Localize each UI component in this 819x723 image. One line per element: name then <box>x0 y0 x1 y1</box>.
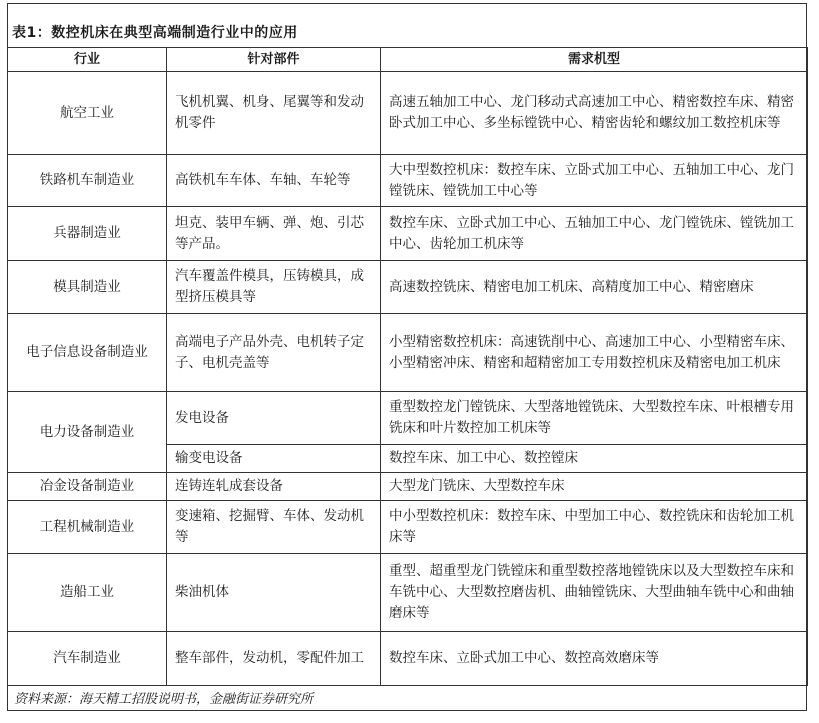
machines-cell: 重型、超重型龙门铣镗床和重型数控落地镗铣床以及大型数控车床和车铣中心、大型数控磨齿机、曲轴镗铣床、大型曲轴车铣中心和曲轴磨床等 <box>381 554 808 632</box>
application-table <box>7 47 808 686</box>
table-row <box>8 72 808 155</box>
header-row <box>8 48 808 72</box>
header-machines: 需求机型 <box>381 48 808 72</box>
header-component: 针对部件 <box>167 48 381 72</box>
component-cell: 变速箱、挖掘臂、车体、发动机等 <box>167 501 381 554</box>
source-note: 资料来源：海天精工招股说明书，金融街证券研究所 <box>14 692 314 707</box>
table-row <box>8 554 808 632</box>
table-row <box>8 632 808 686</box>
machines-cell: 数控车床、立卧式加工中心、五轴加工中心、龙门镗铣床、镗铣加工中心、齿轮加工机床等 <box>381 207 808 261</box>
machines-cell: 中小型数控机床：数控车床、中型加工中心、数控铣床和齿轮加工机床等 <box>381 501 808 554</box>
table-row <box>8 155 808 207</box>
industry-cell: 模具制造业 <box>8 261 167 314</box>
component-cell: 发电设备 <box>167 392 381 445</box>
table-row <box>8 473 808 501</box>
header-industry: 行业 <box>8 48 167 72</box>
component-cell: 输变电设备 <box>167 445 381 473</box>
table-title: 表1：数控机床在典型高端制造行业中的应用 <box>12 25 298 41</box>
component-cell: 整车部件，发动机，零配件加工 <box>167 632 381 686</box>
machines-cell: 高速五轴加工中心、龙门移动式高速加工中心、精密数控车床、精密卧式加工中心、多坐标镗铣中心、精密齿轮和螺纹加工数控机床等 <box>381 72 808 155</box>
machines-cell: 大中型数控机床：数控车床、立卧式加工中心、五轴加工中心、龙门镗铣床、镗铣加工中心等 <box>381 155 808 207</box>
table-row <box>8 392 808 445</box>
component-cell: 坦克、装甲车辆、弹、炮、引芯等产品。 <box>167 207 381 261</box>
machines-cell: 重型数控龙门镗铣床、大型落地镗铣床、大型数控车床、叶根槽专用铣床和叶片数控加工机床等 <box>381 392 808 445</box>
table-row <box>8 501 808 554</box>
component-cell: 高端电子产品外壳、电机转子定子、电机壳盖等 <box>167 314 381 392</box>
industry-cell: 汽车制造业 <box>8 632 167 686</box>
machines-cell: 小型精密数控机床：高速铣削中心、高速加工中心、小型精密车床、小型精密冲床、精密和超精密加工专用数控机床及精密电加工机床 <box>381 314 808 392</box>
machines-cell: 数控车床、立卧式加工中心、数控高效磨床等 <box>381 632 808 686</box>
machines-cell: 高速数控铣床、精密电加工机床、高精度加工中心、精密磨床 <box>381 261 808 314</box>
industry-cell: 电子信息设备制造业 <box>8 314 167 392</box>
industry-cell: 航空工业 <box>8 72 167 155</box>
industry-cell: 铁路机车制造业 <box>8 155 167 207</box>
component-cell: 飞机机翼、机身、尾翼等和发动机零件 <box>167 72 381 155</box>
machines-cell: 数控车床、加工中心、数控镗床 <box>381 445 808 473</box>
component-cell: 高铁机车车体、车轴、车轮等 <box>167 155 381 207</box>
component-cell: 连铸连轧成套设备 <box>167 473 381 501</box>
industry-cell: 兵器制造业 <box>8 207 167 261</box>
table-row <box>8 314 808 392</box>
industry-cell: 造船工业 <box>8 554 167 632</box>
component-cell: 柴油机体 <box>167 554 381 632</box>
component-cell: 汽车覆盖件模具，压铸模具，成型挤压模具等 <box>167 261 381 314</box>
machines-cell: 大型龙门铣床、大型数控车床 <box>381 473 808 501</box>
industry-cell: 电力设备制造业 <box>8 392 167 473</box>
industry-cell: 工程机械制造业 <box>8 501 167 554</box>
industry-cell: 冶金设备制造业 <box>8 473 167 501</box>
table-row <box>8 261 808 314</box>
table-row <box>8 207 808 261</box>
